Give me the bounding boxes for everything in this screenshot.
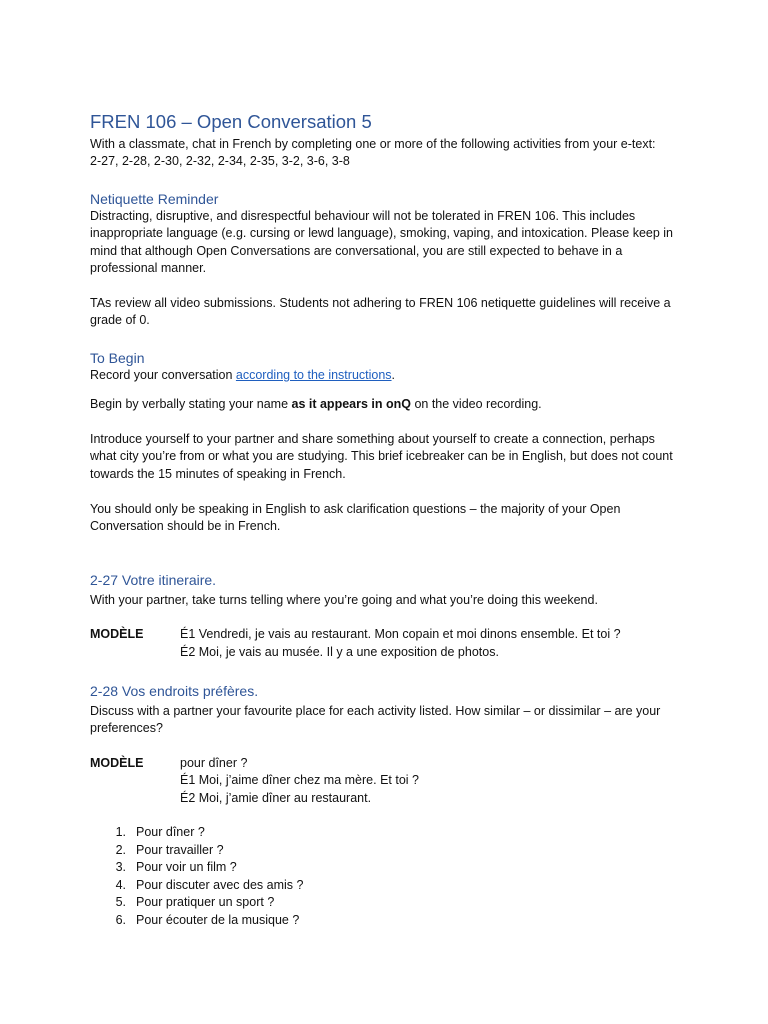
list-text: Pour travailler ? <box>136 842 224 857</box>
model-label: MODÈLE <box>90 756 144 770</box>
english-paragraph: You should only be speaking in English to ask clarification questions – the majority of your Open Conversation should be in French. <box>90 502 621 534</box>
intro-activities: 2-27, 2-28, 2-30, 2-32, 2-34, 2-35, 3-2, 3-6, 3-8 <box>90 154 350 168</box>
activity-227-instruction: With your partner, take turns telling where you’re going and what you’re doing this weekend. <box>90 593 598 607</box>
record-suffix: . <box>391 368 396 382</box>
activity-228-instruction: Discuss with a partner your favourite place for each activity listed. How similar – or dissimilar – are your preferences? <box>90 704 661 736</box>
instructions-link[interactable]: according to the instructions <box>235 368 392 382</box>
list-text: Pour voir un film ? <box>136 860 237 875</box>
list-text: Pour discuter avec des amis ? <box>136 877 304 892</box>
name-prefix: Begin by verbally stating your name <box>90 397 292 411</box>
list-number: 2. <box>115 842 126 857</box>
activity-228-heading: 2-28 Vos endroits préfères. <box>90 683 259 699</box>
record-instruction <box>90 367 395 384</box>
list-number: 6. <box>115 912 126 927</box>
netiquette-heading: Netiquette Reminder <box>90 191 219 207</box>
name-suffix: on the video recording. <box>410 397 542 411</box>
list-text: Pour écouter de la musique ? <box>136 912 300 927</box>
netiquette-paragraph: Distracting, disruptive, and disrespectful behaviour will not be tolerated in FREN 106. This includes inappropriate language (e.g. cursing or lewd language), smoking, vaping, and intoxication. Please keep in mind that although Open Conversations are conversational, you are still expected to behave in a professional manner. <box>90 209 674 276</box>
activity-227-heading: 2-27 Votre itineraire. <box>90 572 217 588</box>
list-text: Pour pratiquer un sport ? <box>136 895 275 910</box>
page-title: FREN 106 – Open Conversation 5 <box>90 111 372 132</box>
icebreaker-paragraph: Introduce yourself to your partner and share something about yourself to create a connection, perhaps what city you’re from or what you are studying. This brief icebreaker can be in English, but does not count towards the 15 minutes of speaking in French. <box>90 432 673 481</box>
list-number: 1. <box>115 825 126 839</box>
model-line: É1 Vendredi, je vais au restaurant. Mon copain et moi dinons ensemble. Et toi ? <box>180 627 621 641</box>
model-label: MODÈLE <box>90 627 144 641</box>
list-text: Pour dîner ? <box>136 825 205 839</box>
name-emphasis: as it appears in onQ <box>291 397 411 411</box>
model-line: pour dîner ? <box>180 756 248 770</box>
review-paragraph: TAs review all video submissions. Students not adhering to FREN 106 netiquette guidelines will receive a grade of 0. <box>90 296 671 328</box>
model-line: É2 Moi, j’amie dîner au restaurant. <box>180 791 372 805</box>
record-prefix: Record your conversation <box>90 368 236 382</box>
to-begin-heading: To Begin <box>90 350 145 366</box>
model-line: É1 Moi, j’aime dîner chez ma mère. Et toi ? <box>180 773 419 787</box>
intro-line: With a classmate, chat in French by completing one or more of the following activities from your e-text: <box>90 137 656 151</box>
list-number: 4. <box>115 877 126 892</box>
name-instruction <box>90 396 542 413</box>
list-number: 3. <box>115 860 126 875</box>
model-line: É2 Moi, je vais au musée. Il y a une exposition de photos. <box>180 645 499 659</box>
list-number: 5. <box>115 895 126 910</box>
